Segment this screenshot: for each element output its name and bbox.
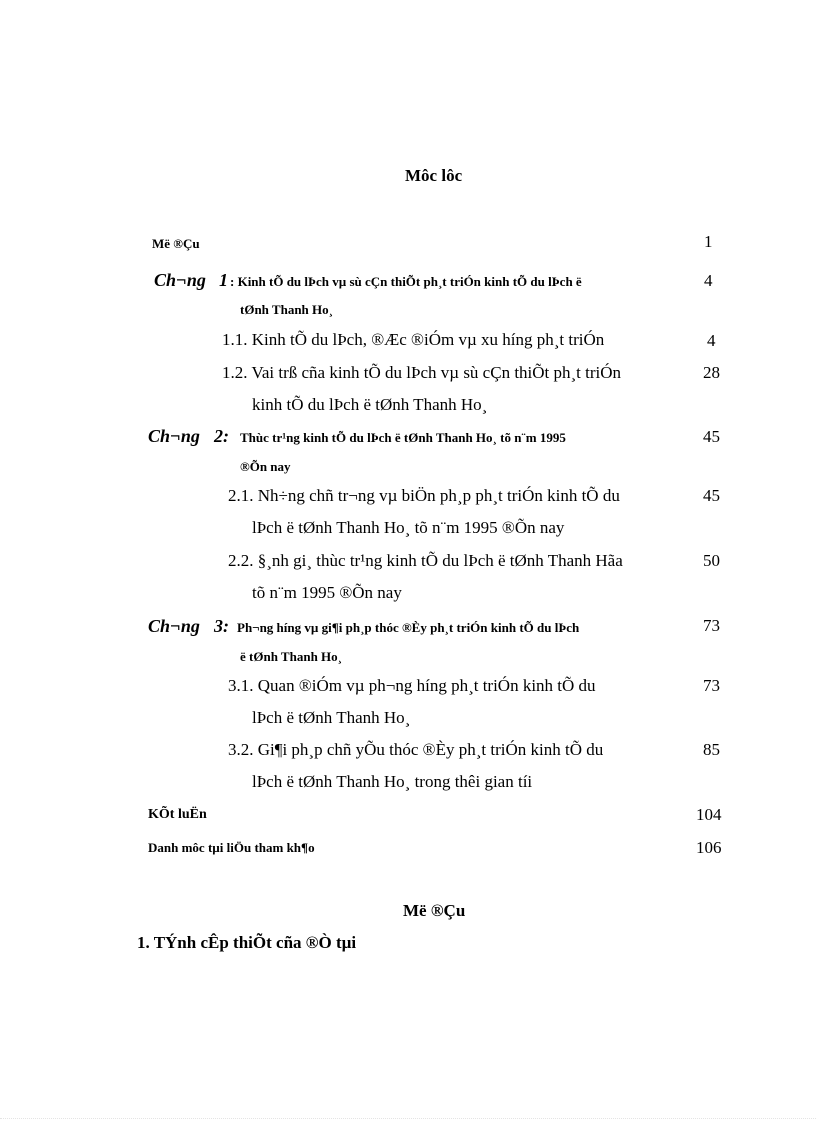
toc-section-1-2-line1: 1.2. Vai trß cña kinh tÕ du lÞch vµ sù cÇn thiÕt ph¸t triÓn [222, 363, 622, 382]
toc-chapter3-page: 73 [703, 616, 720, 635]
toc-section-2-2-line2: tõ n¨m 1995 ®Õn nay [252, 583, 402, 602]
toc-entry-intro-label: Më ®Çu [152, 236, 200, 251]
section-heading-intro: Më ®Çu [403, 901, 466, 920]
toc-chapter3-title-line2: ë tØnh Thanh Ho¸ [240, 649, 342, 664]
toc-chapter2-title-line2: ®Õn nay [240, 459, 291, 474]
toc-section-2-2-line1: 2.2. §¸nh gi¸ thùc tr¹ng kinh tÕ du lÞch ë tØnh Thanh Hãa [228, 551, 623, 570]
toc-chapter1-prefix: Ch¬ng [154, 270, 206, 290]
toc-entry-conclusion-page: 104 [696, 805, 722, 824]
toc-entry-conclusion-label: KÕt luËn [148, 807, 207, 822]
toc-chapter3-prefix: Ch¬ng [148, 616, 200, 636]
toc-section-3-1-line2: lÞch ë tØnh Thanh Ho¸ [252, 708, 411, 727]
toc-chapter2-title-line1: Thùc tr¹ng kinh tÕ du lÞch ë tØnh Thanh Ho¸ tõ n¨m 1995 [240, 430, 566, 445]
toc-entry-references-page: 106 [696, 838, 722, 857]
toc-entry-intro-page: 1 [704, 232, 713, 251]
toc-chapter2-number: 2: [214, 426, 229, 446]
toc-chapter3-number: 3: [214, 616, 229, 636]
toc-chapter1-title-line1: : Kinh tÕ du lÞch vµ sù cÇn thiÕt ph¸t triÓn kinh tÕ du lÞch ë [230, 274, 582, 289]
toc-section-3-1-line1: 3.1. Quan ®iÓm vµ ph¬ng híng ph¸t triÓn kinh tÕ du [228, 676, 596, 695]
toc-section-3-2-line2: lÞch ë tØnh Thanh Ho¸ trong thêi gian tíi [252, 772, 533, 791]
toc-section-1-2-page: 28 [703, 363, 720, 382]
toc-chapter1-page: 4 [704, 271, 713, 290]
toc-section-3-2-line1: 3.2. Gi¶i ph¸p chñ yÕu thóc ®Èy ph¸t triÓn kinh tÕ du [228, 740, 604, 759]
toc-section-1-1: 1.1. Kinh tÕ du lÞch, ®Æc ®iÓm vµ xu híng ph¸t triÓn [222, 330, 605, 349]
toc-chapter1-title-line2: tØnh Thanh Ho¸ [240, 302, 333, 317]
toc-title: Môc lôc [405, 166, 463, 185]
page-bottom-rule [0, 1118, 816, 1119]
toc-section-2-1-line2: lÞch ë tØnh Thanh Ho¸ tõ n¨m 1995 ®Õn nay [252, 518, 565, 537]
toc-section-2-1-line1: 2.1. Nh÷ng chñ tr¬ng vµ biÖn ph¸p ph¸t triÓn kinh tÕ du [228, 486, 620, 505]
toc-chapter3-title-line1: Ph¬ng híng vµ gi¶i ph¸p thóc ®Èy ph¸t triÓn kinh tÕ du lÞch [237, 620, 580, 635]
section-heading-1: 1. TÝnh cÊp thiÕt cña ®Ò tµi [137, 933, 357, 952]
toc-chapter2-page: 45 [703, 427, 720, 446]
toc-chapter1-number: 1 [219, 270, 228, 290]
toc-section-1-1-page: 4 [707, 331, 716, 350]
toc-section-3-1-page: 73 [703, 676, 720, 695]
toc-chapter2-prefix: Ch¬ng [148, 426, 200, 446]
toc-section-1-2-line2: kinh tÕ du lÞch ë tØnh Thanh Ho¸ [252, 395, 488, 414]
toc-entry-references-label: Danh môc tµi liÖu tham kh¶o [148, 840, 315, 855]
toc-section-3-2-page: 85 [703, 740, 720, 759]
toc-section-2-1-page: 45 [703, 486, 720, 505]
toc-section-2-2-page: 50 [703, 551, 720, 570]
